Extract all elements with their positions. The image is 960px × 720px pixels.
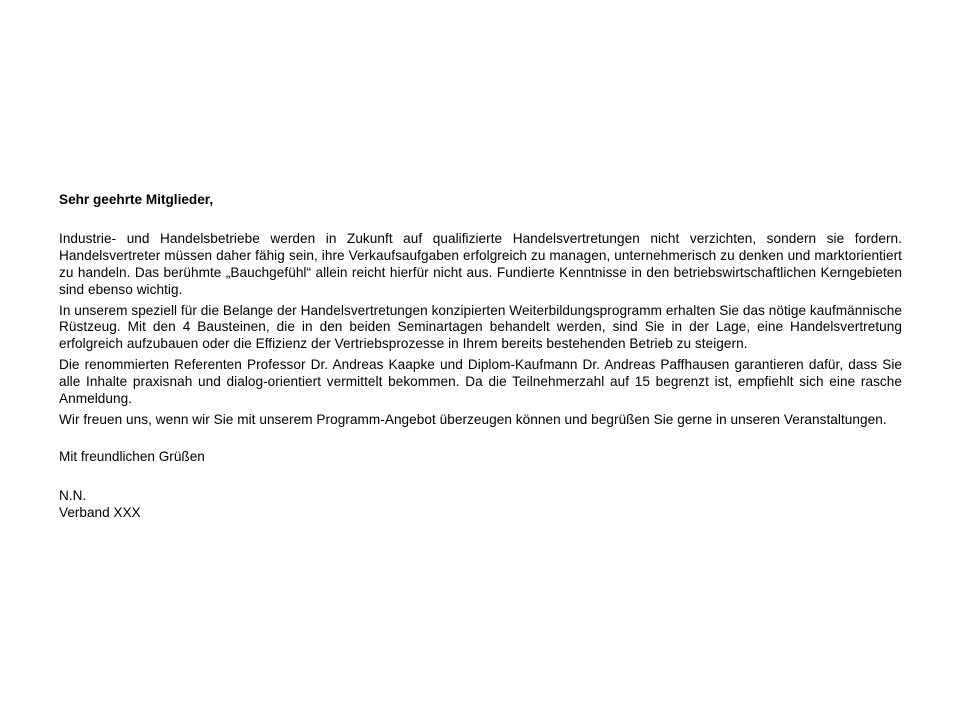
closing-phrase: Mit freundlichen Grüßen <box>59 448 205 464</box>
paragraph-program: In unserem speziell für die Belange der Handelsvertretungen konzipierten Weiterbildungsprogramm erhalten Sie das nötige kaufmännische Rüstzeug. Mit den 4 Bausteinen, die in den beiden Seminartagen behandelt werden, sind Sie in der Lage, eine Handelsvertretung erfolgreich aufzubauen oder die Effizienz der Vertriebsprozesse in Ihrem bereits bestehenden Betrieb zu steigern. <box>59 302 902 352</box>
organization-name: Verband XXX <box>59 504 141 520</box>
paragraph-invitation: Wir freuen uns, wenn wir Sie mit unserem Programm-Angebot überzeugen können und begrüßen Sie gerne in unseren Veranstaltungen. <box>59 411 887 427</box>
paragraph-speakers: Die renommierten Referenten Professor Dr. Andreas Kaapke und Diplom-Kaufmann Dr. Andreas Paffhausen garantieren dafür, dass Sie alle Inhalte praxisnah und dialog-orientiert vermittelt bekommen. Da die Teilnehmerzahl auf 15 begrenzt ist, empfiehlt sich eine rasche Anmeldung. <box>59 357 902 407</box>
salutation: Sehr geehrte Mitglieder, <box>59 192 214 207</box>
letter-body <box>59 192 902 522</box>
signer-name: N.N. <box>59 487 87 503</box>
paragraph-intro: Industrie- und Handelsbetriebe werden in Zukunft auf qualifizierte Handelsvertretungen nicht verzichten, sondern sie fordern. Handelsvertreter müssen daher fähig sein, ihre Verkaufsaufgaben erfolgreich zu managen, unternehmerisch zu denken und marktorientiert zu handeln. Das berühmte „Bauchgefühl“ allein reicht hierfür nicht aus. Fundierte Kenntnisse in den betriebswirtschaftlichen Kerngebieten sind ebenso wichtig. <box>59 230 902 297</box>
